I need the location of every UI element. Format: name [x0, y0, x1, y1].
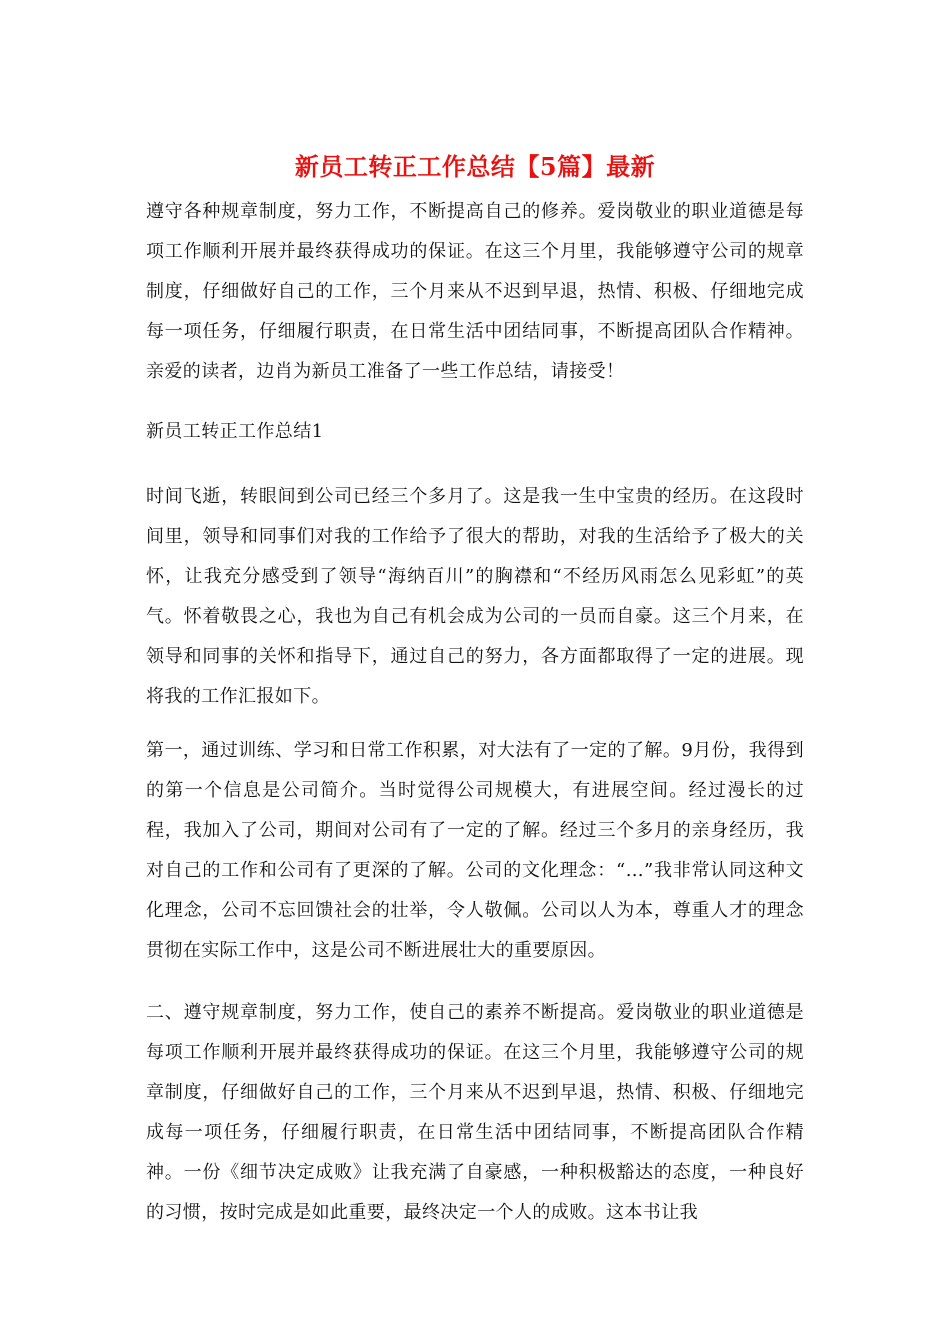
section-heading: 新员工转正工作总结1: [146, 421, 324, 442]
document-title: 新员工转正工作总结【5篇】最新: [294, 152, 656, 181]
intro-paragraph: 遵守各种规章制度，努力工作，不断提高自己的修养。爱岗敬业的职业道德是每项工作顺利开展并最终获得成功的保证。在这三个月里，我能够遵守公司的规章制度，仔细做好自己的工作，三个月来从不迟到早退，热情、积极、仔细地完成每一项任务，仔细履行职责，在日常生活中团结同事，不断提高团队合作精神。亲爱的读者，边肖为新员工准备了一些工作总结，请接受！: [146, 201, 804, 382]
body-paragraph: 时间飞逝，转眼间到公司已经三个多月了。这是我一生中宝贵的经历。在这段时间里，领导和同事们对我的工作给予了很大的帮助，对我的生活给予了极大的关怀，让我充分感受到了领导“海纳百川”的胸襟和“不经历风雨怎么见彩虹”的英气。怀着敬畏之心，我也为自己有机会成为公司的一员而自豪。这三个月来，在领导和同事的关怀和指导下，通过自己的努力，各方面都取得了一定的进展。现将我的工作汇报如下。: [146, 486, 804, 707]
body-paragraph: 二、遵守规章制度，努力工作，使自己的素养不断提高。爱岗敬业的职业道德是每项工作顺利开展并最终获得成功的保证。在这三个月里，我能够遵守公司的规章制度，仔细做好自己的工作，三个月来从不迟到早退，热情、积极、仔细地完成每一项任务，仔细履行职责，在日常生活中团结同事，不断提高团队合作精神。一份《细节决定成败》让我充满了自豪感，一种积极豁达的态度，一种良好的习惯，按时完成是如此重要，最终决定一个人的成败。这本书让我: [146, 1002, 804, 1223]
body-paragraph: 第一，通过训练、学习和日常工作积累，对大法有了一定的了解。9月份，我得到的第一个信息是公司简介。当时觉得公司规模大，有进展空间。经过漫长的过程，我加入了公司，期间对公司有了一定的了解。经过三个多月的亲身经历，我对自己的工作和公司有了更深的了解。公司的文化理念：“…”我非常认同这种文化理念，公司不忘回馈社会的壮举，令人敬佩。公司以人为本，尊重人才的理念贯彻在实际工作中，这是公司不断进展壮大的重要原因。: [146, 740, 804, 961]
